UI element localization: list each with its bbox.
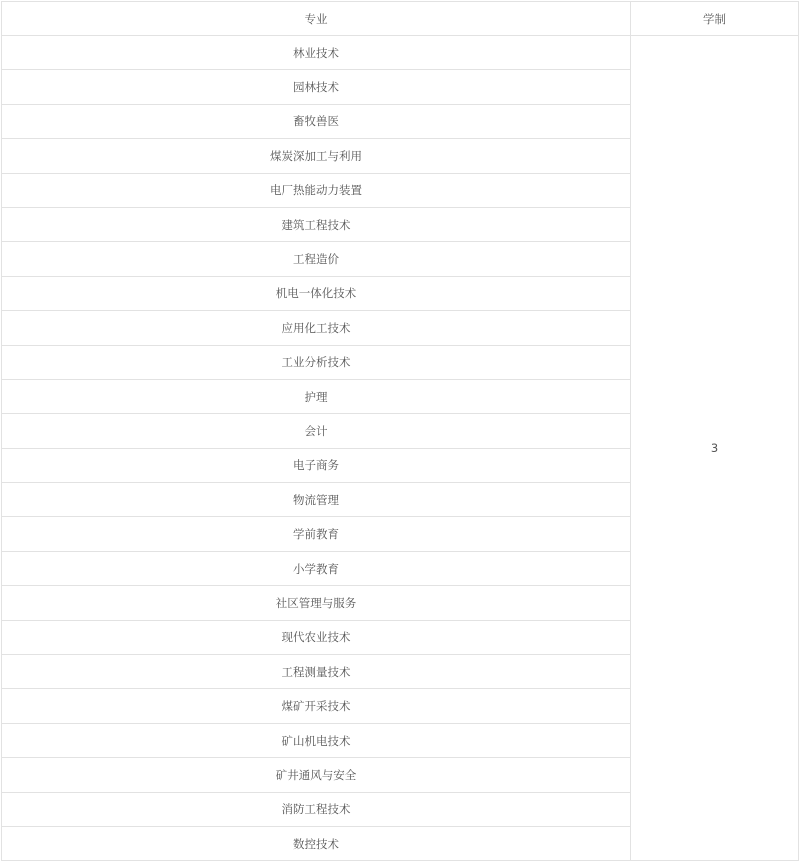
majors-table (1, 1, 799, 861)
major-cell: 工业分析技术 (2, 345, 631, 379)
major-cell: 护理 (2, 379, 631, 413)
major-cell: 物流管理 (2, 483, 631, 517)
majors-table-container (1, 1, 798, 861)
major-cell: 社区管理与服务 (2, 586, 631, 620)
major-cell: 园林技术 (2, 70, 631, 104)
major-cell: 学前教育 (2, 517, 631, 551)
major-cell: 会计 (2, 414, 631, 448)
major-cell: 数控技术 (2, 826, 631, 860)
major-cell: 畜牧兽医 (2, 104, 631, 138)
major-cell: 矿山机电技术 (2, 723, 631, 757)
major-cell: 煤炭深加工与利用 (2, 139, 631, 173)
major-cell: 林业技术 (2, 36, 631, 70)
major-cell: 建筑工程技术 (2, 207, 631, 241)
major-cell: 煤矿开采技术 (2, 689, 631, 723)
major-cell: 电子商务 (2, 448, 631, 482)
major-cell: 矿井通风与安全 (2, 758, 631, 792)
column-header-major: 专业 (2, 2, 631, 36)
major-cell: 小学教育 (2, 551, 631, 585)
major-cell: 电厂热能动力装置 (2, 173, 631, 207)
major-cell: 现代农业技术 (2, 620, 631, 654)
column-header-duration: 学制 (631, 2, 799, 36)
major-cell: 消防工程技术 (2, 792, 631, 826)
table-header-row (2, 2, 799, 36)
duration-cell: 3 (631, 36, 799, 861)
major-cell: 工程测量技术 (2, 655, 631, 689)
table-body (2, 36, 799, 861)
major-cell: 机电一体化技术 (2, 276, 631, 310)
table-row (2, 36, 799, 70)
major-cell: 应用化工技术 (2, 311, 631, 345)
major-cell: 工程造价 (2, 242, 631, 276)
